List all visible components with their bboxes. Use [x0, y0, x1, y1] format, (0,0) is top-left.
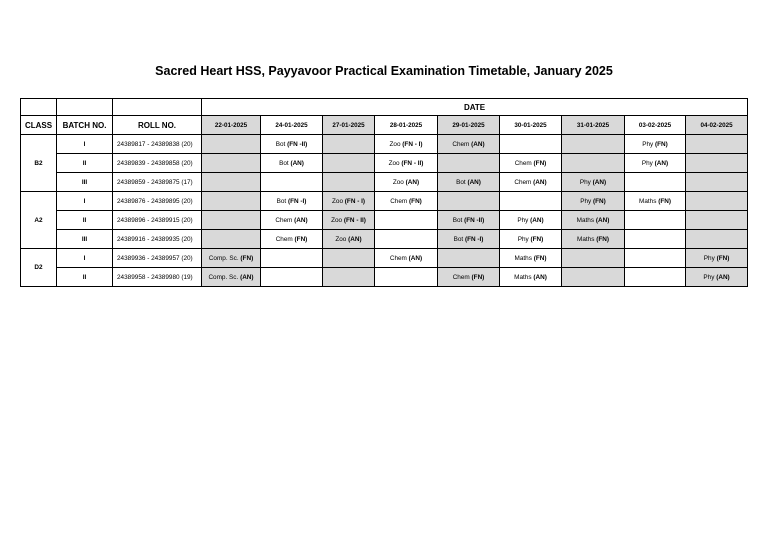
- session-label: (AN): [290, 159, 304, 167]
- subject-label: Chem: [275, 235, 293, 243]
- subject-label: Phy: [703, 273, 715, 281]
- page-title: Sacred Heart HSS, Payyavoor Practical Examination Timetable, January 2025: [155, 64, 613, 78]
- table-row: [21, 249, 748, 268]
- subject-label: Bot: [279, 159, 289, 167]
- date-column-header: 30-01-2025: [500, 116, 562, 135]
- batch-cell: I: [57, 249, 113, 268]
- batch-cell: III: [57, 230, 113, 249]
- exam-slot-cell: [562, 230, 625, 249]
- session-label: (FN): [530, 235, 544, 243]
- session-label: (FN): [658, 197, 671, 205]
- batch-cell: II: [57, 211, 113, 230]
- subject-label: Zoo: [392, 178, 404, 186]
- date-column-header: 31-01-2025: [562, 116, 625, 135]
- subject-label: Comp. Sc.: [208, 273, 239, 281]
- exam-slot-cell: [500, 249, 562, 268]
- exam-slot-cell: [202, 154, 261, 173]
- exam-slot-cell: [500, 268, 562, 287]
- exam-slot-cell: [261, 268, 323, 287]
- subject-label: Chem: [275, 216, 293, 224]
- subject-label: Zoo: [331, 216, 343, 224]
- subject-label: Phy: [517, 235, 529, 243]
- subject-label: Bot: [456, 178, 466, 186]
- roll-range-cell: 24389817 - 24389838 (20): [113, 135, 202, 154]
- subject-label: Zoo: [388, 159, 400, 167]
- session-label: (FN -II): [464, 216, 485, 224]
- subject-label: Bot: [275, 140, 286, 148]
- exam-slot-cell: [375, 154, 438, 173]
- session-label: (FN): [471, 273, 485, 281]
- subject-label: Comp. Sc.: [208, 254, 239, 262]
- blank-header-cell: [21, 99, 57, 116]
- session-label: (FN): [409, 197, 422, 205]
- exam-slot-cell: [562, 268, 625, 287]
- session-label: (AN): [294, 216, 308, 224]
- exam-slot-cell: [438, 230, 500, 249]
- exam-slot-cell: [438, 268, 500, 287]
- session-label: (FN - II): [401, 159, 424, 167]
- exam-slot-cell: [562, 249, 625, 268]
- subject-label: Zoo: [389, 140, 401, 148]
- exam-slot-cell: [375, 173, 438, 192]
- class-cell: D2: [21, 249, 57, 287]
- session-label: (FN): [240, 254, 254, 262]
- roll-range-cell: 24389896 - 24389915 (20): [113, 211, 202, 230]
- exam-slot-cell: [261, 154, 323, 173]
- date-column-header: 04-02-2025: [686, 116, 748, 135]
- session-label: (FN -II): [287, 140, 308, 148]
- exam-slot-cell: [500, 211, 562, 230]
- exam-slot-cell: [323, 154, 375, 173]
- exam-slot-cell: [686, 135, 748, 154]
- session-label: (AN): [654, 159, 669, 167]
- exam-slot-cell: [375, 135, 438, 154]
- exam-slot-cell: [686, 249, 748, 268]
- exam-slot-cell: [686, 211, 748, 230]
- exam-slot-cell: [202, 230, 261, 249]
- session-label: (FN -I): [464, 235, 484, 243]
- date-column-header: 24-01-2025: [261, 116, 323, 135]
- subject-label: Phy: [703, 254, 715, 262]
- date-header: DATE: [202, 99, 748, 116]
- exam-slot-cell: [375, 211, 438, 230]
- subject-label: Maths: [576, 216, 595, 224]
- date-column-header: 27-01-2025: [323, 116, 375, 135]
- roll-range-cell: 24389839 - 24389858 (20): [113, 154, 202, 173]
- exam-slot-cell: [686, 192, 748, 211]
- exam-slot-cell: [500, 135, 562, 154]
- exam-slot-cell: [625, 154, 686, 173]
- session-label: (AN): [716, 273, 730, 281]
- subject-label: Maths: [514, 254, 532, 262]
- exam-slot-cell: [438, 211, 500, 230]
- exam-slot-cell: [261, 192, 323, 211]
- exam-slot-cell: [562, 154, 625, 173]
- session-label: (FN - I): [402, 140, 423, 148]
- table-row: [21, 173, 748, 192]
- subject-label: Chem: [390, 197, 408, 205]
- exam-slot-cell: [562, 211, 625, 230]
- roll-range-cell: 24389936 - 24389957 (20): [113, 249, 202, 268]
- session-label: (FN): [655, 140, 668, 148]
- exam-slot-cell: [625, 135, 686, 154]
- session-label: (AN): [530, 216, 544, 224]
- exam-slot-cell: [625, 268, 686, 287]
- session-label: (AN): [592, 178, 607, 186]
- class-cell: B2: [21, 135, 57, 192]
- exam-slot-cell: [438, 154, 500, 173]
- blank-header-cell: [113, 99, 202, 116]
- batch-cell: I: [57, 192, 113, 211]
- roll-range-cell: 24389859 - 24389875 (17): [113, 173, 202, 192]
- date-column-header: 29-01-2025: [438, 116, 500, 135]
- session-label: (FN): [533, 159, 547, 167]
- batch-cell: I: [57, 135, 113, 154]
- exam-slot-cell: [500, 173, 562, 192]
- subject-label: Bot: [276, 197, 287, 205]
- exam-slot-cell: [500, 230, 562, 249]
- table-row: [21, 230, 748, 249]
- batch-cell: III: [57, 173, 113, 192]
- batch-cell: II: [57, 154, 113, 173]
- subject-label: Maths: [639, 197, 657, 205]
- session-label: (FN - I): [344, 197, 366, 205]
- roll-range-cell: 24389876 - 24389895 (20): [113, 192, 202, 211]
- subject-label: Bot: [452, 216, 463, 224]
- exam-slot-cell: [323, 268, 375, 287]
- session-label: (AN): [240, 273, 254, 281]
- subject-label: Phy: [580, 197, 592, 205]
- exam-slot-cell: [202, 192, 261, 211]
- subject-label: Phy: [642, 140, 654, 148]
- session-label: (FN): [716, 254, 730, 262]
- exam-slot-cell: [686, 230, 748, 249]
- exam-slot-cell: [202, 211, 261, 230]
- subject-label: Chem: [452, 140, 470, 148]
- table-row: [21, 154, 748, 173]
- exam-slot-cell: [261, 230, 323, 249]
- timetable: [20, 98, 748, 287]
- session-label: (FN): [533, 254, 547, 262]
- exam-slot-cell: [686, 173, 748, 192]
- exam-slot-cell: [202, 268, 261, 287]
- table-row: [21, 135, 748, 154]
- exam-slot-cell: [375, 249, 438, 268]
- subject-label: Chem: [514, 178, 532, 186]
- exam-slot-cell: [625, 230, 686, 249]
- subject-label: Phy: [641, 159, 653, 167]
- session-label: (AN): [533, 178, 547, 186]
- exam-slot-cell: [500, 192, 562, 211]
- table-row: [21, 211, 748, 230]
- session-label: (AN): [408, 254, 423, 262]
- session-label: (AN): [595, 216, 610, 224]
- session-label: (AN): [471, 140, 485, 148]
- exam-slot-cell: [500, 154, 562, 173]
- exam-slot-cell: [323, 192, 375, 211]
- exam-slot-cell: [625, 211, 686, 230]
- session-label: (FN): [294, 235, 308, 243]
- roll-range-cell: 24389958 - 24389980 (19): [113, 268, 202, 287]
- table-row: [21, 268, 748, 287]
- exam-slot-cell: [438, 173, 500, 192]
- exam-slot-cell: [686, 154, 748, 173]
- exam-slot-cell: [625, 192, 686, 211]
- date-column-header: 22-01-2025: [202, 116, 261, 135]
- exam-slot-cell: [686, 268, 748, 287]
- subject-label: Bot: [453, 235, 464, 243]
- exam-slot-cell: [562, 192, 625, 211]
- blank-header-cell: [57, 99, 113, 116]
- exam-slot-cell: [375, 268, 438, 287]
- exam-slot-cell: [323, 249, 375, 268]
- exam-slot-cell: [261, 249, 323, 268]
- session-label: (AN): [533, 273, 547, 281]
- exam-slot-cell: [438, 135, 500, 154]
- subject-label: Maths: [577, 235, 595, 243]
- session-label: (AN): [405, 178, 420, 186]
- session-label: (AN): [348, 235, 362, 243]
- class-cell: A2: [21, 192, 57, 249]
- exam-slot-cell: [323, 135, 375, 154]
- exam-slot-cell: [625, 173, 686, 192]
- session-label: (FN): [596, 235, 609, 243]
- table-row: [21, 192, 748, 211]
- subject-label: Maths: [514, 273, 532, 281]
- exam-slot-cell: [202, 135, 261, 154]
- subject-label: Phy: [517, 216, 529, 224]
- exam-slot-cell: [438, 249, 500, 268]
- exam-slot-cell: [202, 173, 261, 192]
- exam-slot-cell: [375, 230, 438, 249]
- class-header: CLASS: [21, 116, 57, 135]
- exam-slot-cell: [562, 135, 625, 154]
- exam-slot-cell: [562, 173, 625, 192]
- subject-label: Zoo: [331, 197, 343, 205]
- exam-slot-cell: [625, 249, 686, 268]
- exam-slot-cell: [438, 192, 500, 211]
- exam-slot-cell: [261, 135, 323, 154]
- exam-slot-cell: [323, 230, 375, 249]
- exam-slot-cell: [202, 249, 261, 268]
- session-label: (AN): [467, 178, 481, 186]
- batch-header: BATCH NO.: [57, 116, 113, 135]
- session-label: (FN - II): [343, 216, 366, 224]
- subject-label: Chem: [389, 254, 407, 262]
- session-label: (FN): [593, 197, 606, 205]
- exam-slot-cell: [323, 173, 375, 192]
- exam-slot-cell: [375, 192, 438, 211]
- exam-slot-cell: [261, 173, 323, 192]
- subject-label: Zoo: [335, 235, 347, 243]
- date-column-header: 28-01-2025: [375, 116, 438, 135]
- subject-label: Phy: [579, 178, 591, 186]
- exam-slot-cell: [323, 211, 375, 230]
- roll-range-cell: 24389916 - 24389935 (20): [113, 230, 202, 249]
- exam-slot-cell: [261, 211, 323, 230]
- subject-label: Chem: [452, 273, 470, 281]
- batch-cell: II: [57, 268, 113, 287]
- subject-label: Chem: [514, 159, 532, 167]
- session-label: (FN -I): [287, 197, 307, 205]
- roll-header: ROLL NO.: [113, 116, 202, 135]
- date-column-header: 03-02-2025: [625, 116, 686, 135]
